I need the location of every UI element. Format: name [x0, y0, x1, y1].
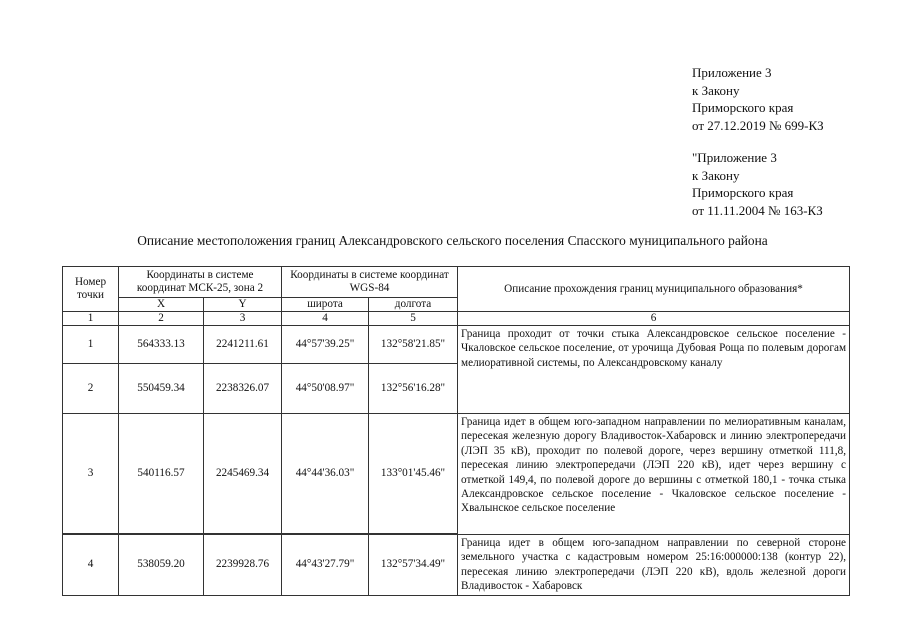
- cell-description: Граница идет в общем юго-западном направлении по мелиоративным каналам, пересекая железную дорогу Владивосток-Хабаровск и линию электропередачи (ЛЭП 35 кВ), проходит по полевой дороге, через вершину отметкой 111,8, пересекая линию электропередачи (ЛЭП 220 кВ), идет через вершину с отметкой 149,4, по полевой дороге до вершины с отметкой 180,1 - точка стыка Александровское сельское поселение - Чкаловское сельское поселение - Хвалынское сельское поселение: [458, 414, 850, 535]
- cell-lat: 44°57'39.25": [282, 326, 369, 364]
- annex-header-current: [692, 64, 824, 134]
- column-number: 1: [63, 312, 119, 326]
- cell-y: 2241211.61: [204, 326, 282, 364]
- column-number: 3: [204, 312, 282, 326]
- header-description: Описание прохождения границ муниципального образования*: [458, 267, 850, 312]
- document-title: Описание местоположения границ Александровского сельского поселения Спасского муниципального района: [137, 233, 768, 248]
- column-number: 2: [119, 312, 204, 326]
- cell-lat: 44°44'36.03": [282, 414, 369, 534]
- cell-lon: 132°56'16.28": [369, 364, 458, 414]
- header-x: X: [119, 298, 204, 312]
- table-row: [63, 414, 850, 534]
- header-point-no: Номер точки: [63, 267, 119, 312]
- column-number: 4: [282, 312, 369, 326]
- column-number: 6: [458, 312, 850, 326]
- column-number: 5: [369, 312, 458, 326]
- cell-description: Граница идет в общем юго-западном направлении по северной стороне земельного участка с кадастровым номером 25:16:000000:138 (контур 22), пересекая линию электропередачи (ЛЭП 220 кВ), вдоль железной дороги Владивосток - Хабаровск: [458, 535, 850, 596]
- table-row: [63, 326, 850, 364]
- cell-lon: 132°58'21.85": [369, 326, 458, 364]
- header-y: Y: [204, 298, 282, 312]
- cell-point-no: 1: [63, 326, 119, 364]
- header-lat: широта: [282, 298, 369, 312]
- cell-point-no: 4: [63, 535, 119, 596]
- annex-header-quoted: [692, 149, 823, 219]
- cell-x: 550459.34: [119, 364, 204, 414]
- cell-point-no: 2: [63, 364, 119, 414]
- table-row: [63, 535, 850, 596]
- cell-lon: 133°01'45.46": [369, 414, 458, 534]
- annex-line: к Закону: [692, 82, 740, 98]
- cell-x: 564333.13: [119, 326, 204, 364]
- annex-line: от 27.12.2019 № 699-КЗ: [692, 117, 824, 133]
- cell-lat: 44°50'08.97": [282, 364, 369, 414]
- annex-line: Приморского края: [692, 100, 794, 115]
- cell-y: 2238326.07: [204, 364, 282, 414]
- annex-line: Приморского края: [692, 185, 794, 200]
- annex-line: к Закону: [692, 167, 740, 183]
- cell-x: 540116.57: [119, 414, 204, 534]
- annex-line: "Приложение 3: [692, 150, 777, 165]
- boundary-table: [62, 266, 850, 596]
- header-lon: долгота: [369, 298, 458, 312]
- cell-x: 538059.20: [119, 535, 204, 596]
- header-msk-group: Координаты в системе координат МСК-25, зона 2: [119, 267, 282, 298]
- annex-line: от 11.11.2004 № 163-КЗ: [692, 202, 823, 218]
- cell-description: Граница проходит от точки стыка Александровское сельское поселение - Чкаловское сельское поселение, от урочища Дубовая Роща по полевым дорогам мелиоративной системы, по Александровскому каналу: [458, 326, 850, 414]
- cell-y: 2245469.34: [204, 414, 282, 534]
- cell-point-no: 3: [63, 414, 119, 534]
- annex-line: Приложение 3: [692, 65, 772, 80]
- cell-lat: 44°43'27.79": [282, 535, 369, 596]
- cell-lon: 132°57'34.49": [369, 535, 458, 596]
- header-wgs-group: Координаты в системе координат WGS-84: [282, 267, 458, 298]
- cell-y: 2239928.76: [204, 535, 282, 596]
